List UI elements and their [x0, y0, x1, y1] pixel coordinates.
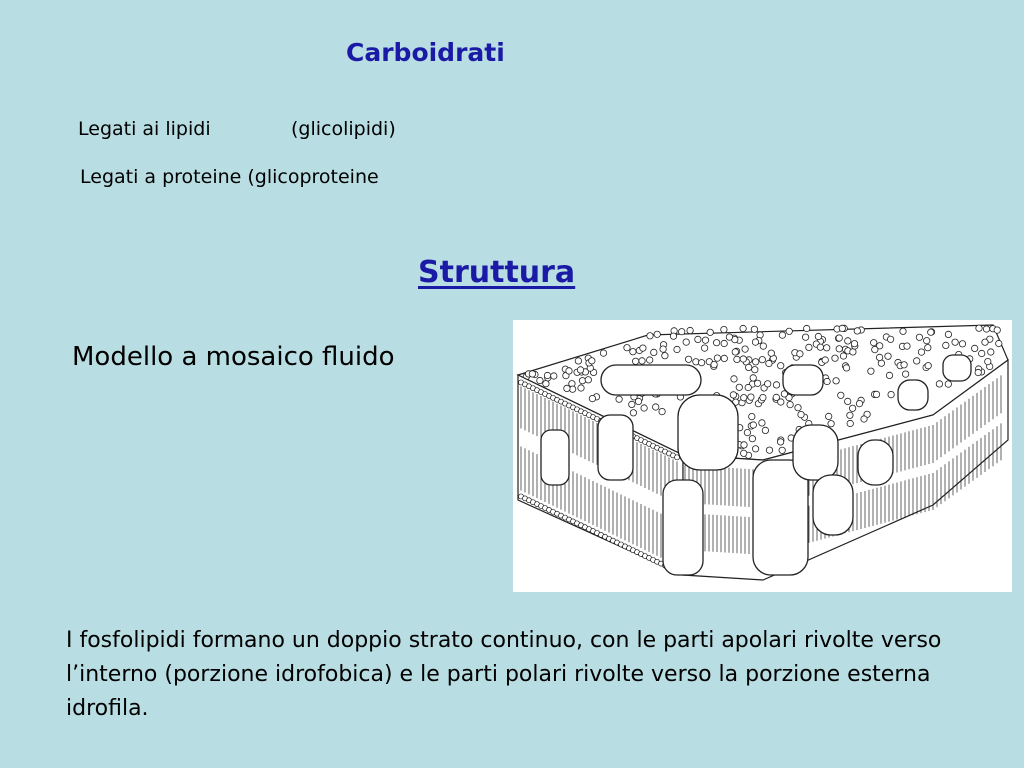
integral-protein: [678, 395, 738, 470]
phospholipid-head: [806, 344, 812, 350]
integral-protein: [598, 415, 633, 480]
phospholipid-head: [721, 340, 727, 346]
phospholipid-head: [888, 391, 894, 397]
phospholipid-head: [651, 349, 657, 355]
phospholipid-head: [741, 442, 747, 448]
phospholipid-head: [766, 360, 772, 366]
phospholipid-head: [873, 391, 879, 397]
phospholipid-head: [765, 381, 771, 387]
phospholipid-head: [996, 340, 1002, 346]
phospholipid-head: [804, 325, 810, 331]
phospholipid-head: [845, 338, 851, 344]
phospholipid-head: [754, 380, 760, 386]
phospholipid-head: [838, 392, 844, 398]
phospholipid-head: [918, 349, 924, 355]
phospholipid-head: [760, 343, 766, 349]
phospholipid-head: [740, 356, 746, 362]
phospholipid-head: [564, 385, 570, 391]
phospholipid-head: [868, 368, 874, 374]
phospholipid-head: [861, 416, 867, 422]
phospholipid-head: [832, 355, 838, 361]
phospholipid-head: [685, 356, 691, 362]
phospholipid-head: [748, 394, 754, 400]
phospholipid-head: [979, 350, 985, 356]
phospholipid-head: [600, 350, 606, 356]
phospholipid-head: [778, 363, 784, 369]
phospholipid-head: [589, 395, 595, 401]
phospholipid-head: [749, 436, 755, 442]
description-paragraph: I fosfolipidi formano un doppio strato continuo, con le parti apolari rivolte verso l’interno (porzione idrofobica) e le parti polari rivolte verso la porzione esterna idrofila.: [66, 628, 942, 721]
phospholipid-head: [641, 405, 647, 411]
phospholipid-head: [740, 325, 746, 331]
phospholipid-head: [822, 357, 828, 363]
phospholipid-head: [945, 381, 951, 387]
phospholipid-head: [759, 420, 765, 426]
phospholipid-head: [856, 400, 862, 406]
phospholipid-head: [544, 372, 550, 378]
phospholipid-head: [702, 337, 708, 343]
phospholipid-head: [985, 358, 991, 364]
phospholipid-head: [925, 363, 931, 369]
phospholipid-head: [579, 378, 585, 384]
phospholipid-head: [871, 340, 877, 346]
phospholipid-head: [741, 450, 747, 456]
phospholipid-head: [736, 384, 742, 390]
integral-protein: [541, 430, 569, 485]
phospholipid-head: [797, 351, 803, 357]
phospholipid-head: [849, 405, 855, 411]
phospholipid-head: [786, 328, 792, 334]
integral-protein: [943, 355, 971, 381]
phospholipid-head: [914, 358, 920, 364]
phospholipid-head: [742, 346, 748, 352]
phospholipid-head: [836, 335, 842, 341]
phospholipid-head: [976, 325, 982, 331]
phospholipid-head: [925, 345, 931, 351]
transmembrane-protein: [753, 460, 808, 575]
phospholipid-head: [847, 420, 853, 426]
phospholipid-head: [647, 333, 653, 339]
phospholipid-head: [840, 353, 846, 359]
membrane-illustration: [513, 320, 1012, 592]
phospholipid-head: [551, 373, 557, 379]
phospholipid-head: [824, 345, 830, 351]
phospholipid-head: [945, 331, 951, 337]
phospholipid-head: [872, 346, 878, 352]
phospholipid-head: [639, 358, 645, 364]
phospholipid-head: [826, 413, 832, 419]
phospholipid-head: [629, 401, 635, 407]
phospholipid-head: [660, 346, 666, 352]
phospholipid-head: [543, 381, 549, 387]
phospholipid-head: [746, 364, 752, 370]
phospholipid-head: [959, 341, 965, 347]
integral-protein: [898, 380, 928, 410]
membrane-diagram: [513, 320, 1012, 592]
phospholipid-head: [585, 377, 591, 383]
phospholipid-head: [670, 333, 676, 339]
phospholipid-head: [833, 378, 839, 384]
phospholipid-head: [714, 355, 720, 361]
phospholipid-head: [752, 367, 758, 373]
phospholipid-head: [745, 384, 751, 390]
phospholipid-head: [647, 357, 653, 363]
phospholipid-head: [674, 346, 680, 352]
phospholipid-head: [653, 404, 659, 410]
phospholipid-head: [713, 340, 719, 346]
phospholipid-head: [701, 345, 707, 351]
phospholipid-head: [721, 355, 727, 361]
integral-protein: [858, 440, 893, 485]
phospholipid-head: [850, 349, 856, 355]
phospholipid-head: [529, 371, 535, 377]
phospholipid-head: [537, 377, 543, 383]
modello-label: Modello a mosaico fluido: [72, 342, 395, 372]
phospholipid-head: [721, 326, 727, 332]
phospholipid-head: [616, 396, 622, 402]
phospholipid-head: [983, 326, 989, 332]
phospholipid-head: [779, 332, 785, 338]
peripheral-protein: [783, 365, 823, 395]
phospholipid-head: [994, 327, 1000, 333]
phospholipid-head: [750, 375, 756, 381]
phospholipid-head: [817, 344, 823, 350]
phospholipid-head: [683, 339, 689, 345]
phospholipid-head: [749, 413, 755, 419]
phospholipid-head: [766, 447, 772, 453]
phospholipid-head: [630, 349, 636, 355]
phospholipid-head: [988, 349, 994, 355]
phospholipid-head: [751, 326, 757, 332]
peripheral-protein: [601, 365, 701, 395]
phospholipid-head: [847, 412, 853, 418]
phospholipid-head: [886, 372, 892, 378]
phospholipid-head: [845, 398, 851, 404]
phospholipid-head: [900, 328, 906, 334]
phospholipid-head: [711, 361, 717, 367]
phospholipid-head: [640, 345, 646, 351]
phospholipid-head: [762, 427, 768, 433]
phospholipid-head: [566, 368, 572, 374]
phospholipid-head: [828, 421, 834, 427]
phospholipid-head: [885, 353, 891, 359]
phospholipid-head: [795, 405, 801, 411]
struttura-title: Struttura: [418, 255, 576, 290]
carboidrati-title: Carboidrati: [346, 38, 505, 67]
phospholipid-head: [750, 422, 756, 428]
phospholipid-head: [654, 331, 660, 337]
phospholipid-head: [731, 376, 737, 382]
phospholipid-head: [659, 408, 665, 414]
phospholipid-head: [952, 339, 958, 345]
phospholipid-head: [630, 410, 636, 416]
phospholipid-head: [695, 336, 701, 342]
phospholipid-head: [787, 401, 793, 407]
phospholipid-head: [904, 343, 910, 349]
phospholipid-head: [916, 334, 922, 340]
integral-protein: [793, 425, 838, 480]
phospholipid-head: [753, 359, 759, 365]
phospholipid-head: [972, 345, 978, 351]
phospholipid-head: [687, 327, 693, 333]
phospholipid-head: [975, 369, 981, 375]
phospholipid-head: [679, 329, 685, 335]
phospholipid-head: [707, 329, 713, 335]
integral-protein: [813, 475, 853, 535]
phospholipid-head: [624, 345, 630, 351]
phospholipid-head: [698, 360, 704, 366]
phospholipid-head: [936, 381, 942, 387]
phospholipid-head: [777, 439, 783, 445]
phospholipid-head: [779, 447, 785, 453]
phospholipid-head: [730, 392, 736, 398]
phospholipid-head: [982, 339, 988, 345]
phospholipid-head: [734, 356, 740, 362]
phospholipid-head: [802, 334, 808, 340]
phospholipid-head: [843, 365, 849, 371]
glicoproteine-line: Legati a proteine (glicoproteine: [80, 166, 379, 188]
phospholipid-head: [577, 367, 583, 373]
phospholipid-head: [768, 350, 774, 356]
phospholipid-head: [744, 429, 750, 435]
phospholipid-head: [752, 446, 758, 452]
transmembrane-protein: [663, 480, 703, 575]
phospholipid-head: [752, 339, 758, 345]
glicolipidi-paren: (glicolipidi): [291, 118, 396, 140]
phospholipid-head: [732, 349, 738, 355]
phospholipid-head: [824, 378, 830, 384]
phospholipid-head: [578, 385, 584, 391]
phospholipid-head: [851, 341, 857, 347]
phospholipid-head: [575, 358, 581, 364]
glicolipidi-label: Legati ai lipidi: [78, 118, 211, 140]
phospholipid-head: [662, 353, 668, 359]
phospholipid-head: [901, 362, 907, 368]
phospholipid-head: [632, 358, 638, 364]
phospholipid-head: [943, 342, 949, 348]
phospholipid-head: [589, 358, 595, 364]
phospholipid-head: [928, 329, 934, 335]
phospholipid-head: [773, 394, 779, 400]
phospholipid-head: [887, 336, 893, 342]
phospholipid-head: [839, 325, 845, 331]
phospholipid-head: [798, 411, 804, 417]
phospholipid-head: [815, 333, 821, 339]
phospholipid-head: [902, 371, 908, 377]
phospholipid-head: [836, 346, 842, 352]
phospholipid-head: [773, 382, 779, 388]
phospholipid-head: [726, 334, 732, 340]
phospholipid-head: [760, 394, 766, 400]
phospholipid-head: [854, 328, 860, 334]
phospholipid-head: [759, 357, 765, 363]
phospholipid-head: [876, 354, 882, 360]
phospholipid-head: [924, 338, 930, 344]
